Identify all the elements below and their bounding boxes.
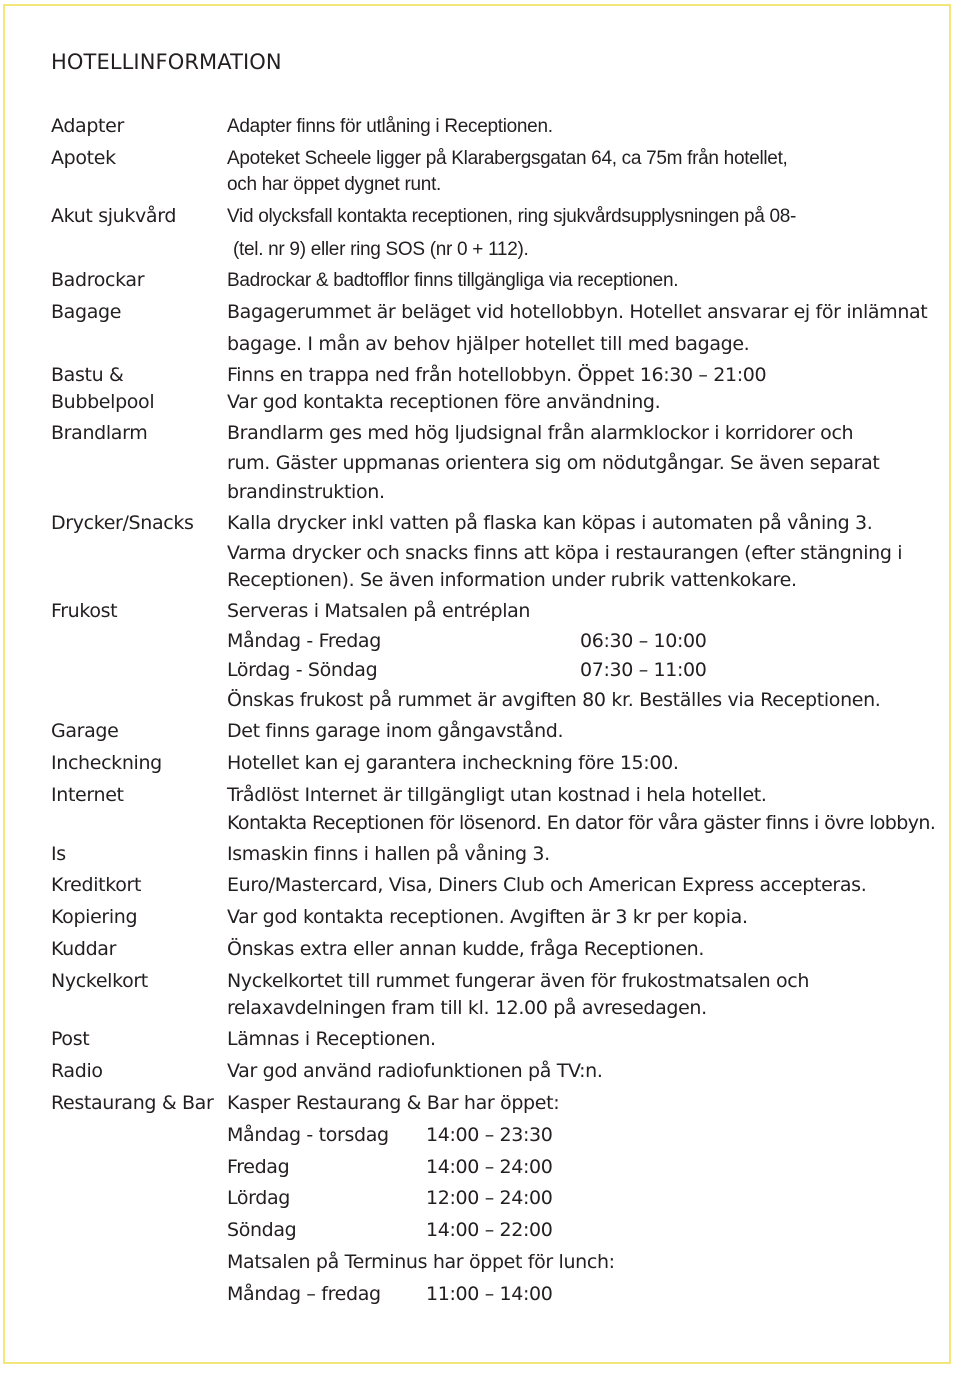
desc-frukost-line: Serveras i Matsalen på entréplan [227,600,531,622]
desc-badrockar-line: Badrockar & badtofflor finns tillgängliga via receptionen. [227,270,679,291]
desc-bagage-line: Bagagerummet är beläget vid hotellobbyn. Hotellet ansvarar ej för inlämnat [227,301,928,323]
term-internet: Internet [51,784,124,806]
term-bagage: Bagage [51,301,122,323]
desc-frukost-note: Önskas frukost på rummet är avgiften 80 kr. Beställes via Receptionen. [227,689,881,711]
desc-post-line: Lämnas i Receptionen. [227,1028,436,1050]
desc-brandlarm-line: Brandlarm ges med hög ljudsignal från alarmklockor i korridorer och [227,422,854,444]
desc-restaurang-line: Kasper Restaurang & Bar har öppet: [227,1092,560,1114]
schedule-day: Lördag - Söndag [227,659,378,681]
schedule-day: Söndag [227,1219,297,1241]
term-post: Post [51,1028,90,1050]
page-title: HOTELLINFORMATION [51,50,282,74]
term-kuddar: Kuddar [51,938,117,960]
desc-brandlarm-line: rum. Gäster uppmanas orientera sig om nödutgångar. Se även separat [227,452,880,474]
desc-internet-line: Kontakta Receptionen för lösenord. En dator för våra gäster finns i övre lobbyn. [227,812,936,834]
term-apotek: Apotek [51,147,116,169]
schedule-day: Måndag - torsdag [227,1124,389,1146]
desc-radio-line: Var god använd radiofunktionen på TV:n. [227,1060,603,1082]
desc-apotek-line: Apoteket Scheele ligger på Klarabergsgatan 64, ca 75m från hotellet, [227,148,788,169]
desc-kuddar-line: Önskas extra eller annan kudde, fråga Receptionen. [227,938,705,960]
desc-nyckelkort-line: Nyckelkortet till rummet fungerar även för frukostmatsalen och [227,970,810,992]
schedule-time: 11:00 – 14:00 [426,1283,553,1305]
desc-restaurang-note: Matsalen på Terminus har öppet för lunch: [227,1251,615,1273]
desc-nyckelkort-line: relaxavdelningen fram till kl. 12.00 på avresedagen. [227,997,707,1019]
schedule-time: 14:00 – 22:00 [426,1219,553,1241]
desc-bastu-line: Finns en trappa ned från hotellobbyn. Öppet 16:30 – 21:00 [227,364,767,386]
desc-drycker-line: Receptionen). Se även information under rubrik vattenkokare. [227,569,797,591]
desc-drycker-line: Varma drycker och snacks finns att köpa i restaurangen (efter stängning i [227,542,903,564]
schedule-day: Fredag [227,1156,290,1178]
term-radio: Radio [51,1060,103,1082]
schedule-time: 07:30 – 11:00 [580,659,707,681]
term-kreditkort: Kreditkort [51,874,142,896]
term-badrockar: Badrockar [51,269,145,291]
desc-is-line: Ismaskin finns i hallen på våning 3. [227,843,550,865]
desc-bagage-line: bagage. I mån av behov hjälper hotellet till med bagage. [227,333,750,355]
desc-garage-line: Det finns garage inom gångavstånd. [227,720,564,742]
term-adapter: Adapter [51,115,124,137]
term-is: Is [51,843,66,865]
term-incheckning: Incheckning [51,752,162,774]
schedule-time: 14:00 – 24:00 [426,1156,553,1178]
desc-akut-line: Vid olycksfall kontakta receptionen, ring sjukvårdsupplysningen på 08- [227,206,797,227]
term-restaurang-bar: Restaurang & Bar [51,1092,214,1114]
term-brandlarm: Brandlarm [51,422,148,444]
term-akut-sjukvard: Akut sjukvård [51,205,177,227]
desc-kopiering-line: Var god kontakta receptionen. Avgiften är 3 kr per kopia. [227,906,748,928]
term-drycker-snacks: Drycker/Snacks [51,512,194,534]
desc-bastu-line: Var god kontakta receptionen före användning. [227,391,661,413]
desc-apotek-line: och har öppet dygnet runt. [227,174,442,195]
desc-drycker-line: Kalla drycker inkl vatten på flaska kan köpas i automaten på våning 3. [227,512,873,534]
term-frukost: Frukost [51,600,118,622]
term-bubbelpool: Bubbelpool [51,391,155,413]
term-nyckelkort: Nyckelkort [51,970,148,992]
desc-internet-line: Trådlöst Internet är tillgängligt utan kostnad i hela hotellet. [227,784,767,806]
schedule-day: Lördag [227,1187,291,1209]
schedule-time: 06:30 – 10:00 [580,630,707,652]
term-kopiering: Kopiering [51,906,138,928]
desc-akut-line: (tel. nr 9) eller ring SOS (nr 0 + 112). [233,239,529,260]
term-bastu: Bastu & [51,364,124,386]
schedule-day: Måndag - Fredag [227,630,381,652]
schedule-day: Måndag – fredag [227,1283,381,1305]
desc-adapter-line: Adapter finns för utlåning i Receptionen. [227,116,553,137]
schedule-time: 14:00 – 23:30 [426,1124,553,1146]
desc-incheckning-line: Hotellet kan ej garantera incheckning före 15:00. [227,752,679,774]
term-garage: Garage [51,720,119,742]
desc-kreditkort-line: Euro/Mastercard, Visa, Diners Club och American Express accepteras. [227,874,867,896]
desc-brandlarm-line: brandinstruktion. [227,481,385,503]
schedule-time: 12:00 – 24:00 [426,1187,553,1209]
